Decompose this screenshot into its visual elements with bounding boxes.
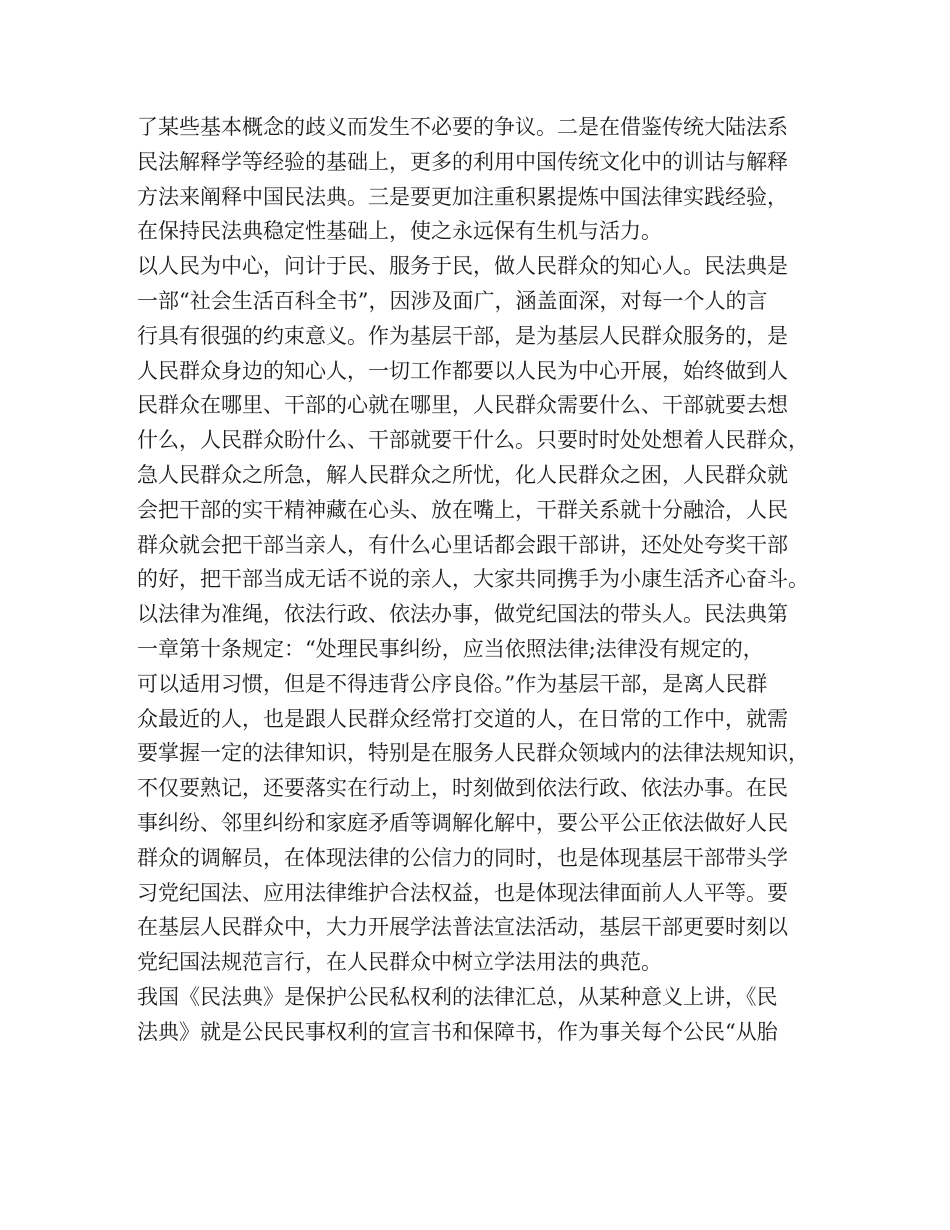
text-line: 众最近的人，也是跟人民群众经常打交道的人，在日常的工作中，就需	[137, 706, 788, 731]
text-line: 民群众在哪里、干部的心就在哪里，人民群众需要什么、干部就要去想	[137, 393, 788, 418]
text-line: 在基层人民群众中，大力开展学法普法宣法活动，基层干部更要时刻以	[137, 915, 788, 940]
text-line: 群众就会把干部当亲人，有什么心里话都会跟干部讲，还处处夸奖干部	[137, 532, 788, 557]
text-line: 习党纪国法、应用法律维护合法权益，也是体现法律面前人人平等。要	[137, 880, 788, 905]
text-line: 行具有很强的约束意义。作为基层干部，是为基层人民群众服务的，是	[137, 323, 788, 348]
text-line: 民法解释学等经验的基础上，更多的利用中国传统文化中的训诂与解释	[137, 149, 788, 174]
text-line: 不仅要熟记，还要落实在行动上，时刻做到依法行政、依法办事。在民	[137, 776, 788, 801]
document-body	[137, 110, 827, 1050]
text-line: 急人民群众之所急，解人民群众之所忧，化人民群众之困，人民群众就	[137, 462, 788, 487]
text-line: 会把干部的实干精神藏在心头、放在嘴上，干群关系就十分融洽，人民	[137, 497, 788, 522]
text-line: 以法律为准绳，依法行政、依法办事，做党纪国法的带头人。民法典第	[137, 602, 788, 627]
text-line: 了某些基本概念的歧义而发生不必要的争议。二是在借鉴传统大陆法系	[137, 115, 788, 139]
text-line: 可以适用习惯，但是不得违背公序良俗。”作为基层干部，是离人民群	[137, 671, 768, 696]
text-line: 群众的调解员，在体现法律的公信力的同时，也是体现基层干部带头学	[137, 845, 788, 870]
text-line: 的好，把干部当成无话不说的亲人，大家共同携手为小康生活齐心奋斗。	[137, 567, 809, 592]
text-line: 在保持民法典稳定性基础上，使之永远保有生机与活力。	[137, 219, 662, 244]
text-line: 一部“社会生活百科全书”，因涉及面广，涵盖面深，对每一个人的言	[137, 288, 768, 313]
text-line: 什么，人民群众盼什么、干部就要干什么。只要时时处处想着人民群众，	[137, 428, 809, 453]
text-line: 一章第十条规定：“处理民事纠纷，应当依照法律;法律没有规定的，	[137, 636, 764, 661]
text-line: 事纠纷、邻里纠纷和家庭矛盾等调解化解中，要公平公正依法做好人民	[137, 810, 788, 835]
text-line: 方法来阐释中国民法典。三是要更加注重积累提炼中国法律实践经验，	[137, 184, 788, 209]
text-line: 以人民为中心，问计于民、服务于民，做人民群众的知心人。民法典是	[137, 254, 788, 279]
text-line: 党纪国法规范言行，在人民群众中树立学法用法的典范。	[137, 950, 662, 975]
text-line: 要掌握一定的法律知识，特别是在服务人民群众领域内的法律法规知识，	[137, 741, 809, 766]
text-line: 人民群众身边的知心人，一切工作都要以人民为中心开展，始终做到人	[137, 358, 788, 383]
text-line: 我国《民法典》是保护公民私权利的法律汇总，从某种意义上讲，《民	[137, 984, 778, 1009]
text-line: 法典》就是公民民事权利的宣言书和保障书，作为事关每个公民“从胎	[137, 1019, 778, 1044]
